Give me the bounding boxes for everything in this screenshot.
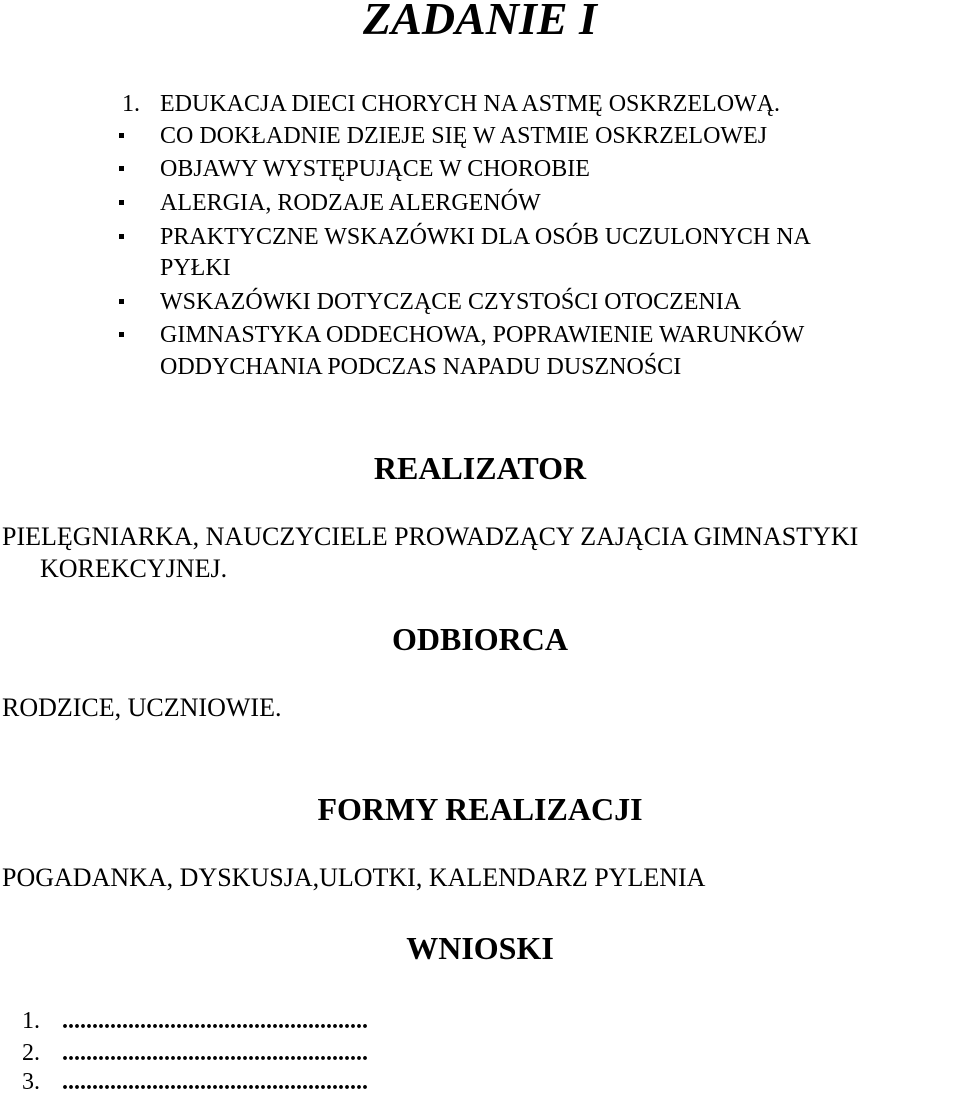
wnioski-item-dots: ................................................... — [62, 1040, 368, 1066]
bullet-marker — [119, 299, 124, 304]
bullet-marker — [119, 234, 124, 239]
bullet-item: OBJAWY WYSTĘPUJĄCE W CHOROBIE — [160, 156, 590, 182]
bullet-marker — [119, 166, 124, 171]
bullet-item: WSKAZÓWKI DOTYCZĄCE CZYSTOŚCI OTOCZENIA — [160, 289, 742, 315]
realizator-text-line2: KOREKCYJNEJ. — [40, 554, 228, 583]
bullet-marker — [119, 133, 124, 138]
realizator-heading: REALIZATOR — [373, 450, 587, 486]
bullet-marker — [119, 332, 124, 337]
formy-heading: FORMY REALIZACJI — [317, 791, 643, 827]
wnioski-item-dots: ................................................... — [62, 1008, 368, 1034]
formy-text: POGADANKA, DYSKUSJA,ULOTKI, KALENDARZ PYLENIA — [2, 863, 706, 892]
wnioski-item-number: 3. — [22, 1069, 40, 1095]
document-title: ZADANIE I — [363, 0, 597, 44]
realizator-text-line1: PIELĘGNIARKA, NAUCZYCIELE PROWADZĄCY ZAJĄCIA GIMNASTYKI — [2, 522, 859, 551]
wnioski-heading: WNIOSKI — [406, 930, 554, 966]
bullet-item: CO DOKŁADNIE DZIEJE SIĘ W ASTMIE OSKRZELOWEJ — [160, 123, 768, 149]
main-item-text: EDUKACJA DIECI CHORYCH NA ASTMĘ OSKRZELOWĄ. — [160, 91, 781, 117]
bullet-item-continuation: ODDYCHANIA PODCZAS NAPADU DUSZNOŚCI — [160, 354, 682, 380]
bullet-marker — [119, 200, 124, 205]
wnioski-item-number: 1. — [22, 1008, 40, 1034]
bullet-item: PRAKTYCZNE WSKAZÓWKI DLA OSÓB UCZULONYCH NA — [160, 224, 811, 250]
odbiorca-text: RODZICE, UCZNIOWIE. — [2, 693, 282, 722]
main-item-number: 1. — [122, 91, 140, 117]
odbiorca-heading: ODBIORCA — [391, 621, 568, 657]
wnioski-item-dots: ................................................... — [62, 1069, 368, 1095]
bullet-item-continuation: PYŁKI — [160, 255, 231, 281]
bullet-item: GIMNASTYKA ODDECHOWA, POPRAWIENIE WARUNKÓW — [160, 322, 805, 348]
wnioski-item-number: 2. — [22, 1040, 40, 1066]
bullet-item: ALERGIA, RODZAJE ALERGENÓW — [160, 190, 541, 216]
